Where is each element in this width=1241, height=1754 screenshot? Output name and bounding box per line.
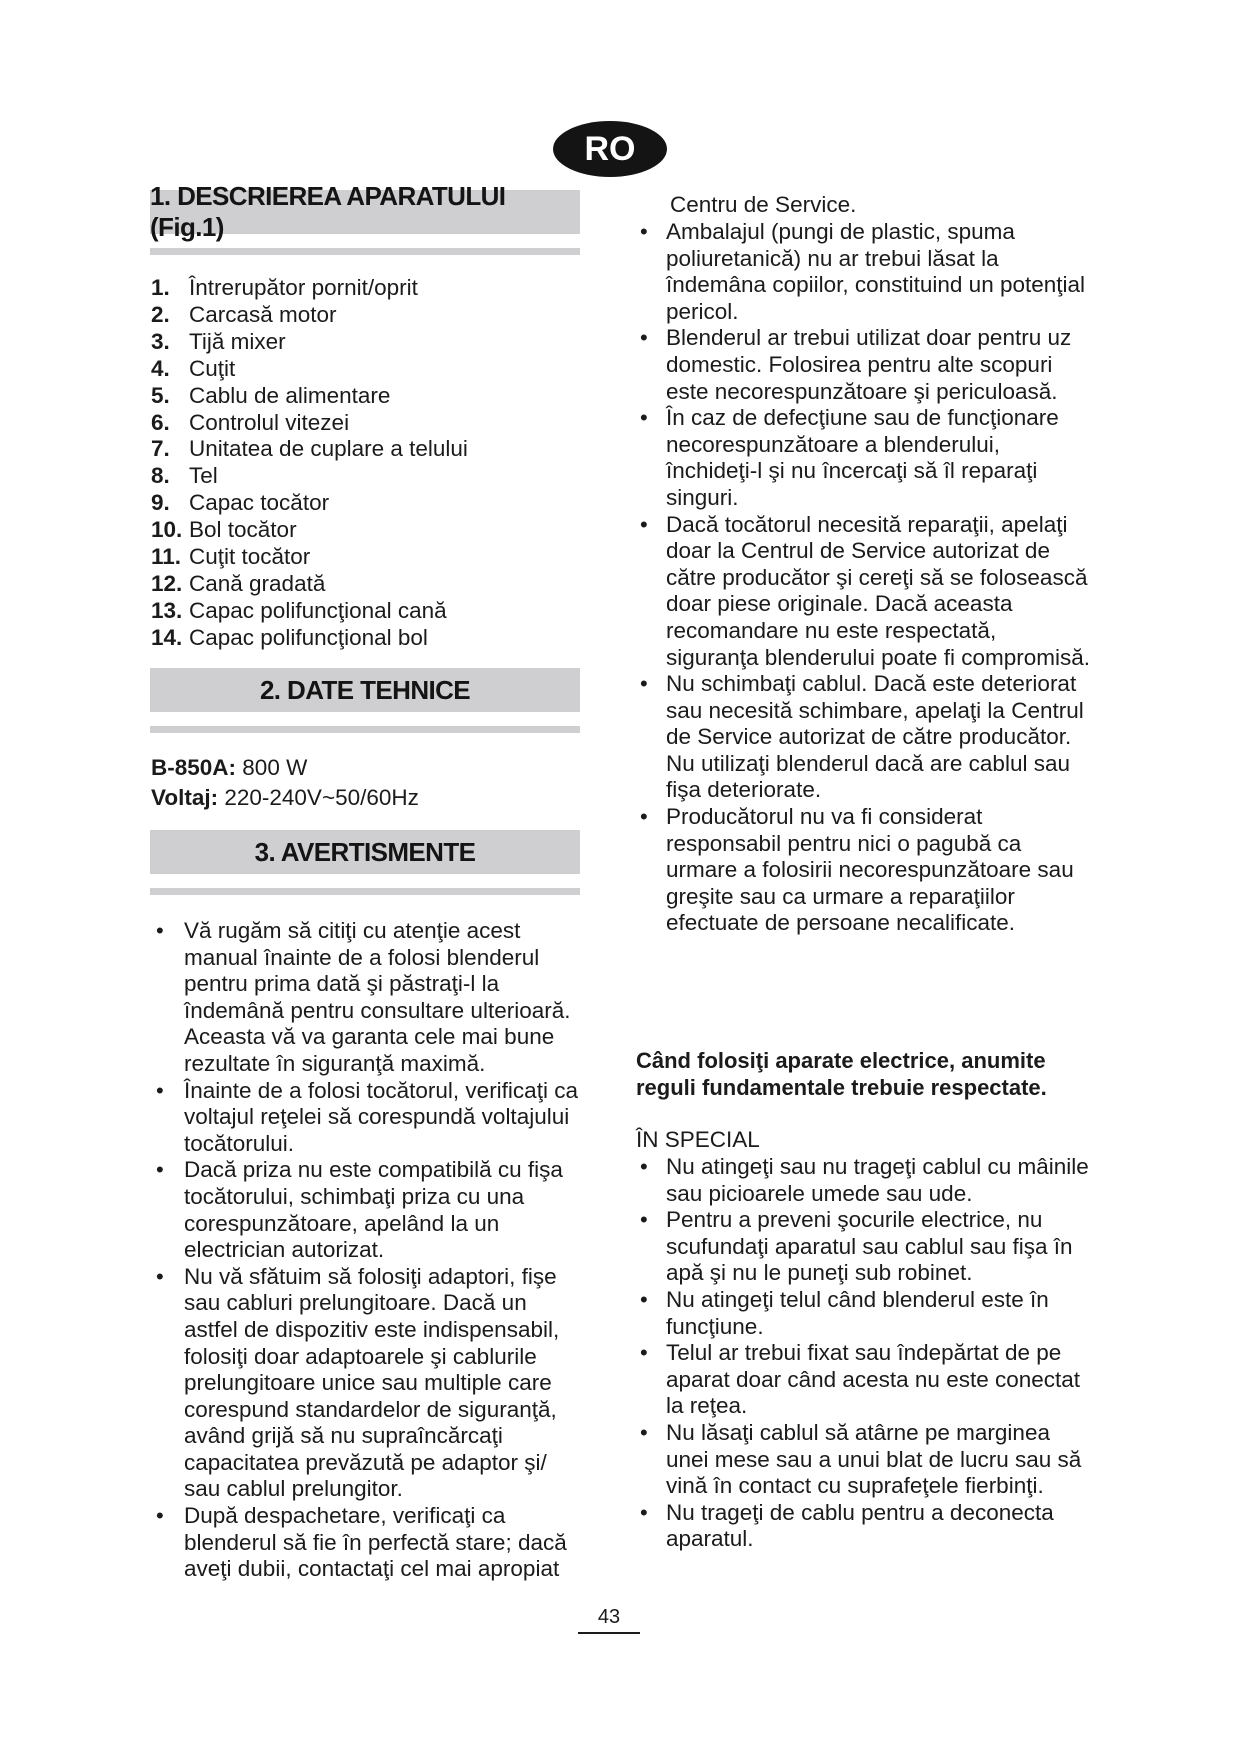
warnings-list-left xyxy=(152,918,582,1583)
list-item: 1. Întrerupător pornit/oprit xyxy=(151,275,418,300)
list-item: • Nu vă sfătuim să folosiţi adaptori, fişe sau cabluri prelungitoare. Dacă un astfel de dispozitiv este indispensabil, folosiţi doar adaptoarele şi cablurile prelungitoare unice sau multiple care corespund standardelor de siguranţă, având grijă să nu supraîncărcaţi capacitatea prevăzută pe adaptor şi/ sau cablul prelungitor. xyxy=(152,1264,582,1503)
list-item: • Telul ar trebui fixat sau îndepărtat de pe aparat doar când acesta nu este conectat la reţea. xyxy=(636,1340,1091,1420)
special-heading: ÎN SPECIAL xyxy=(636,1127,760,1152)
list-item: 14. Capac polifuncţional bol xyxy=(151,624,428,650)
list-item: 10. Bol tocător xyxy=(151,517,297,543)
list-item: • Vă rugăm să citiţi cu atenţie acest manual înainte de a folosi blenderul pentru prima dată şi păstraţi-l la îndemână pentru consultare ulterioară. Aceasta vă va garanta cele mai bune rezultate în siguranţă maximă. xyxy=(152,918,582,1078)
section-title-description: 1. DESCRIEREA APARATULUI (Fig.1) xyxy=(150,190,580,234)
list-item: 11. Cuţit tocător xyxy=(151,544,311,570)
list-item: 7. Unitatea de cuplare a telului xyxy=(151,436,468,462)
language-badge: RO xyxy=(553,121,667,177)
list-item: • Producătorul nu va fi considerat responsabil pentru nici o pagubă ca urmare a folosirii necorespunzătoare sau greşite sau ca urmare a reparaţiilor efectuate de persoane necalificate. xyxy=(636,804,1091,937)
list-item: • Nu schimbaţi cablul. Dacă este deteriorat sau necesită schimbare, apelaţi la Centrul de Service autorizat de către producător. Nu utilizaţi blenderul dacă are cablul sau fişa deteriorate. xyxy=(636,671,1091,804)
list-item: 3. Tijă mixer xyxy=(151,328,286,354)
list-item: • Blenderul ar trebui utilizat doar pentru uz domestic. Folosirea pentru alte scopuri este necorespunzătoare şi periculoasă. xyxy=(636,325,1091,405)
list-item: 13. Capac polifuncţional cană xyxy=(151,597,447,623)
list-item: 8. Tel xyxy=(151,463,218,489)
list-item: 9. Capac tocător xyxy=(151,490,330,516)
section-title-technical: 2. DATE TEHNICE xyxy=(150,668,580,712)
section-rule xyxy=(150,726,580,733)
list-item: • Dacă tocătorul necesită reparaţii, apelaţi doar la Centrul de Service autorizat de către producător şi cereţi să se folosească doar piese originale. Dacă aceasta recomandare nu este respectată, siguranţa blenderului poate fi compromisă. xyxy=(636,512,1091,672)
section-rule xyxy=(150,248,580,255)
section-title-warnings: 3. AVERTISMENTE xyxy=(150,830,580,874)
list-item: • Ambalajul (pungi de plastic, spuma poliuretanică) nu ar trebui lăsat la îndemâna copiilor, constituind un potenţial pericol. xyxy=(636,219,1091,325)
spec-power: B-850A: 800 W xyxy=(151,755,308,780)
list-item: • După despachetare, verificaţi ca blenderul să fie în perfectă stare; dacă aveţi dubii, contactaţi cel mai apropiat xyxy=(152,1503,582,1583)
list-item: • În caz de defecţiune sau de funcţionare necorespunzătoare a blenderului, închideţi-l şi nu încercaţi să îl reparaţi singuri. xyxy=(636,405,1091,511)
section-rule xyxy=(150,888,580,895)
parts-list xyxy=(151,275,468,652)
list-item: • Nu atingeţi sau nu trageţi cablul cu mâinile sau picioarele umede sau ude. xyxy=(636,1154,1091,1207)
list-item: • Înainte de a folosi tocătorul, verificaţi ca voltajul reţelei să corespundă voltajului tocătorului. xyxy=(152,1078,582,1158)
list-item: • Dacă priza nu este compatibilă cu fişa tocătorului, schimbaţi priza cu una corespunzătoare, apelând la un electrician autorizat. xyxy=(152,1157,582,1263)
page-number: 43 xyxy=(578,1606,640,1634)
list-item: • Nu trageţi de cablu pentru a deconecta aparatul. xyxy=(636,1500,1091,1553)
fundamental-rules-note: Când folosiţi aparate electrice, anumite reguli fundamentale trebuie respectate. xyxy=(636,1048,1047,1100)
list-item: 2. Carcasă motor xyxy=(151,301,337,327)
list-item: 6. Controlul vitezei xyxy=(151,409,350,435)
list-item: • Pentru a preveni şocurile electrice, nu scufundaţi aparatul sau cablul sau fişa în apă şi nu le puneţi sub robinet. xyxy=(636,1207,1091,1287)
list-item: • Nu atingeţi telul când blenderul este în funcţiune. xyxy=(636,1287,1091,1340)
spec-voltage: Voltaj: 220-240V~50/60Hz xyxy=(151,785,419,810)
list-item: 12. Cană gradată xyxy=(151,570,326,596)
special-rules-list xyxy=(636,1154,1091,1553)
list-item: 5. Cablu de alimentare xyxy=(151,382,391,408)
list-item: 4. Cuţit xyxy=(151,355,236,381)
continuation-text: Centru de Service. xyxy=(670,192,857,217)
list-item: • Nu lăsaţi cablul să atârne pe marginea unei mese sau a unui blat de lucru sau să vină în contact cu suprafeţele fierbinţi. xyxy=(636,1420,1091,1500)
warnings-list-right xyxy=(636,219,1091,937)
